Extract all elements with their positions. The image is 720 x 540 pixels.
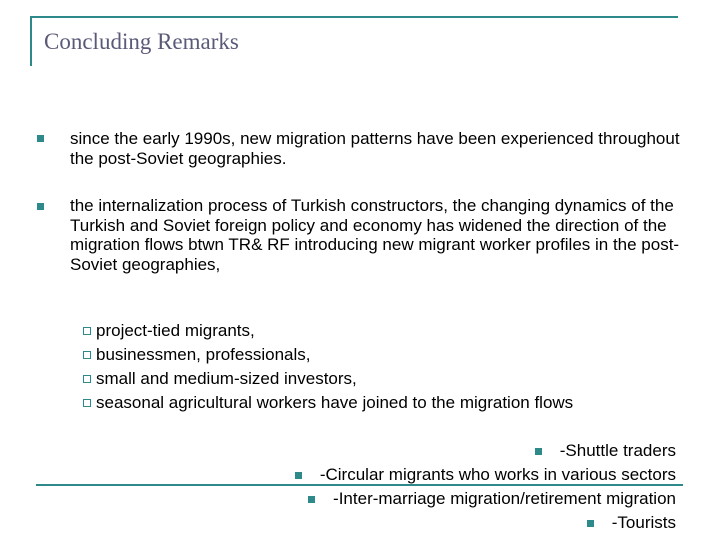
sub-bullet-text: project-tied migrants, <box>96 321 255 340</box>
right-item <box>535 441 676 460</box>
sub-bullet-icon <box>83 375 91 383</box>
right-item-text: -Shuttle traders <box>559 441 676 460</box>
sub-bullet-text: small and medium-sized investors, <box>96 369 357 388</box>
bullet-icon <box>295 472 302 479</box>
right-item-text: -Tourists <box>611 513 676 532</box>
sub-bullet-icon <box>83 351 91 359</box>
bullet-icon <box>37 203 44 210</box>
sub-bullet-icon <box>83 327 91 335</box>
bottom-rule <box>36 484 683 486</box>
top-rule <box>30 16 678 18</box>
left-rule <box>30 16 32 66</box>
slide-title: Concluding Remarks <box>44 29 239 54</box>
bullet-icon <box>308 496 315 503</box>
right-item-text: -Inter-marriage migration/retirement migration <box>333 489 676 508</box>
right-item <box>587 513 676 532</box>
sub-bullet-text: businessmen, professionals, <box>96 345 311 364</box>
bullet-text: the internalization process of Turkish constructors, the changing dynamics of the Turkish and Soviet foreign policy and economy has widened the direction of the migration flows btwn TR& RF introducing new migrant worker profiles in the post-Soviet geographies, <box>70 196 680 274</box>
right-item-text: -Circular migrants who works in various sectors <box>319 465 676 484</box>
bullet-icon <box>587 520 594 527</box>
sub-bullet-icon <box>83 399 91 407</box>
right-item <box>295 465 676 484</box>
right-item <box>308 489 676 508</box>
bullet-text: since the early 1990s, new migration patterns have been experienced throughout the post-Soviet geographies. <box>70 129 680 168</box>
bullet-icon <box>37 135 44 142</box>
sub-bullet-text: seasonal agricultural workers have joined to the migration flows <box>96 393 574 412</box>
bullet-icon <box>535 448 542 455</box>
